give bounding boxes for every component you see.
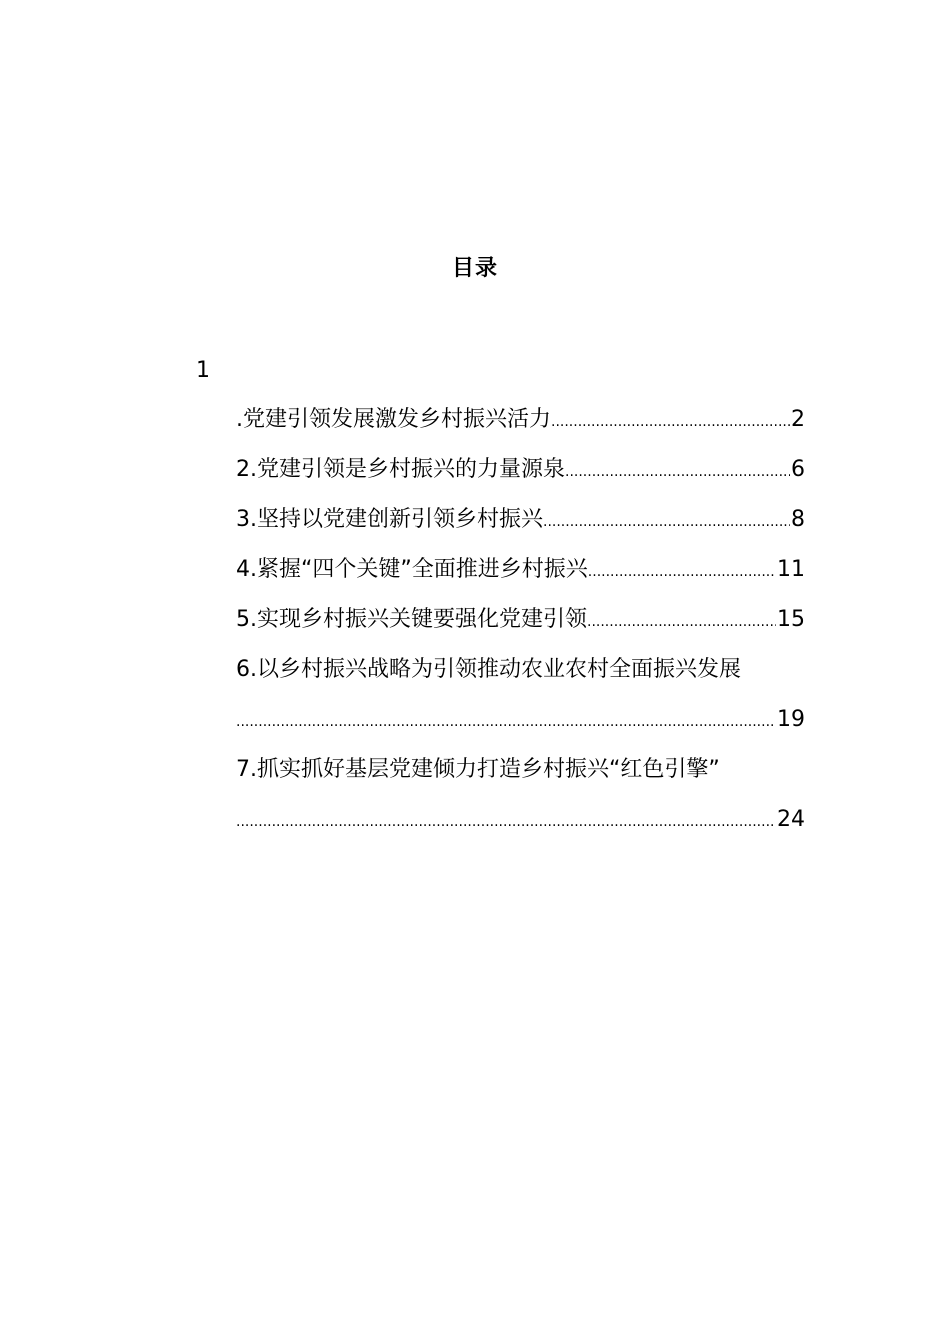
toc-entry-text: 3.坚持以党建创新引领乡村振兴 xyxy=(236,507,543,532)
toc-entry-text: 5.实现乡村振兴关键要强化党建引领 xyxy=(236,607,587,632)
toc-entry-page: 6 xyxy=(791,457,805,482)
toc-entry-4[interactable] xyxy=(236,553,805,587)
toc-entry-6-text[interactable]: 6.以乡村振兴战略为引领推动农业农村全面振兴发展 xyxy=(236,657,741,682)
toc-entry-1[interactable] xyxy=(236,403,805,437)
toc-entry-3[interactable] xyxy=(236,503,805,537)
toc-entry-page: 2 xyxy=(791,407,805,432)
toc-leader-dots xyxy=(236,812,776,837)
toc-entry-text: 2.党建引领是乡村振兴的力量源泉 xyxy=(236,457,565,482)
toc-leader-dots xyxy=(588,562,776,587)
toc-entry-page: 11 xyxy=(777,557,805,582)
toc-entry-5[interactable] xyxy=(236,603,805,637)
toc-entry-text: 4.紧握“四个关键”全面推进乡村振兴 xyxy=(236,557,588,582)
toc-entry-page: 15 xyxy=(777,607,805,632)
toc-entry-2[interactable] xyxy=(236,453,805,487)
toc-entry-page: 24 xyxy=(777,807,805,832)
toc-entry-page: 8 xyxy=(791,507,805,532)
toc-entry-7-leader-line[interactable] xyxy=(236,803,805,837)
toc-leader-dots xyxy=(551,412,790,437)
toc-entry-text: .党建引领发展激发乡村振兴活力 xyxy=(236,407,551,432)
toc-entry-7-text[interactable]: 7.抓实抓好基层党建倾力打造乡村振兴“红色引擎” xyxy=(236,757,720,782)
toc-leader-dots xyxy=(587,612,776,637)
toc-entry-6-leader-line[interactable] xyxy=(236,703,805,737)
toc-entry-page: 19 xyxy=(777,707,805,732)
toc-first-number: 1 xyxy=(196,358,210,383)
toc-title: 目录 xyxy=(451,256,498,281)
toc-leader-dots xyxy=(565,462,790,487)
toc-leader-dots xyxy=(236,712,776,737)
toc-leader-dots xyxy=(543,512,790,537)
